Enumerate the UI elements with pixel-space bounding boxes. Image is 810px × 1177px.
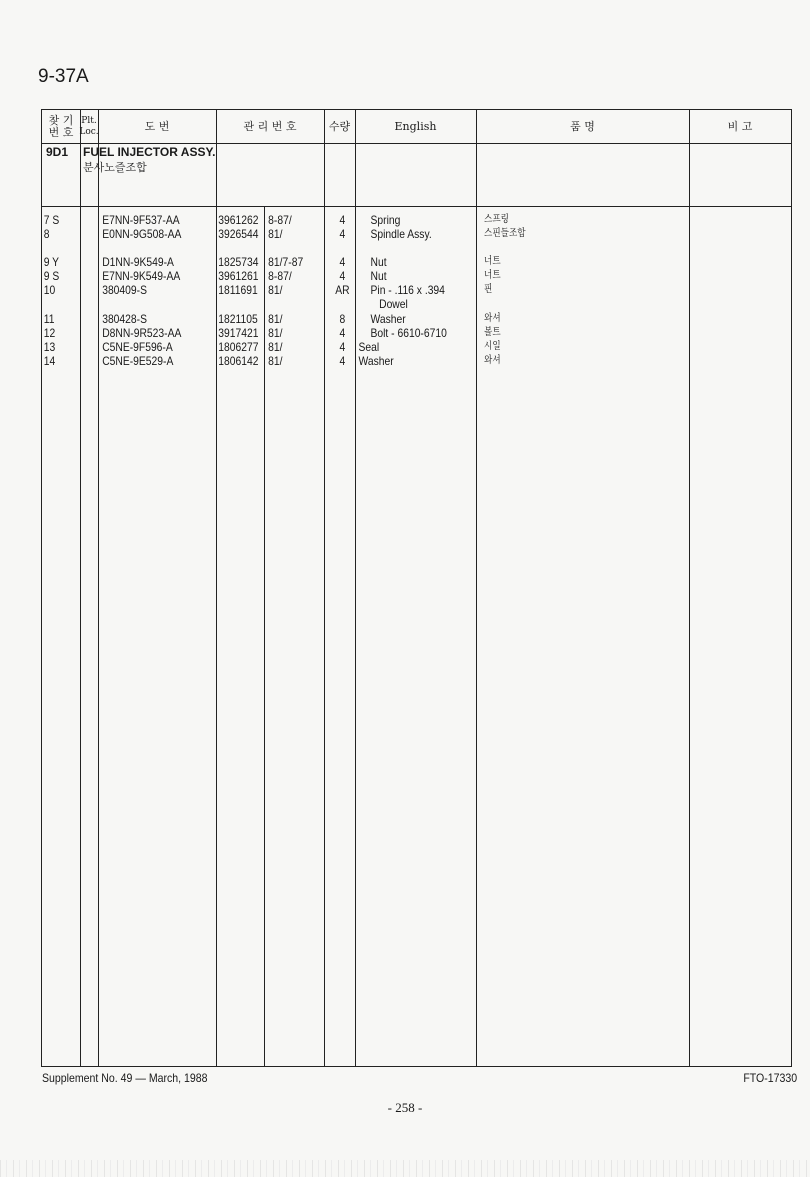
mgmt-no: 3926544	[218, 227, 259, 241]
ref-no: 10	[43, 283, 56, 297]
header-korean-name: 품 명	[570, 120, 595, 133]
mgmt-no: 3917421	[218, 326, 259, 340]
mgmt-date: 81/7-87	[268, 255, 304, 269]
table-row	[42, 326, 686, 340]
qty: AR	[335, 283, 350, 297]
header-english: English	[394, 120, 437, 133]
qty: 4	[339, 354, 346, 368]
table-row	[42, 297, 686, 311]
col-rule	[355, 110, 356, 1066]
section-title-korean: 분사노즐조합	[83, 161, 147, 174]
qty: 8	[339, 312, 346, 326]
mgmt-no: 1821105	[218, 312, 258, 326]
ref-no: 11	[43, 312, 55, 326]
drawing-no: D8NN-9R523-AA	[102, 326, 182, 340]
english-name: Seal	[358, 340, 380, 354]
doc-code: FTO-17330	[743, 1071, 797, 1085]
header-drawing-no: 도 번	[144, 120, 170, 133]
section-title: FUEL INJECTOR ASSY.	[83, 145, 216, 159]
col-rule	[324, 110, 325, 1066]
drawing-no: 380409-S	[102, 283, 147, 297]
english-name: Spring	[370, 213, 401, 227]
section-code: 9D1	[46, 145, 69, 159]
mgmt-date: 81/	[268, 312, 283, 326]
korean-name: 볼트	[484, 327, 501, 338]
mgmt-no: 3961261	[218, 269, 259, 283]
header-qty: 수량	[328, 120, 351, 133]
drawing-no: D1NN-9K549-A	[102, 255, 174, 269]
korean-name: 너트	[484, 256, 501, 267]
ref-no: 7 S	[43, 213, 60, 227]
korean-name: 스핀들조합	[484, 228, 526, 239]
drawing-no: 380428-S	[102, 312, 147, 326]
table-row	[42, 227, 686, 241]
table-row	[42, 269, 686, 283]
mgmt-no: 1806277	[218, 340, 259, 354]
korean-name: 스프링	[484, 214, 509, 225]
mgmt-no: 3961262	[218, 213, 259, 227]
english-name: Pin - .116 x .394	[370, 283, 445, 297]
mgmt-no: 1825734	[218, 255, 259, 269]
col-rule	[476, 110, 477, 1066]
qty: 4	[339, 326, 346, 340]
drawing-no: E7NN-9K549-AA	[102, 269, 181, 283]
english-name: Bolt - 6610-6710	[370, 326, 447, 340]
ref-no: 9 Y	[43, 255, 60, 269]
supplement-note: Supplement No. 49 — March, 1988	[42, 1071, 208, 1085]
header-remarks: 비 고	[727, 120, 753, 133]
mgmt-date: 81/	[268, 326, 283, 340]
english-name: Nut	[370, 255, 387, 269]
qty: 4	[339, 255, 346, 269]
english-name-continued: Dowel	[379, 297, 408, 311]
ref-no: 8	[43, 227, 50, 241]
qty: 4	[339, 213, 346, 227]
mgmt-date: 81/	[268, 354, 283, 368]
table-row	[42, 312, 686, 326]
english-name: Washer	[370, 312, 406, 326]
english-name: Washer	[358, 354, 394, 368]
col-rule	[98, 110, 99, 1066]
col-rule	[216, 110, 217, 1066]
korean-name: 와셔	[484, 313, 501, 324]
qty: 4	[339, 340, 346, 354]
col-rule	[689, 110, 690, 1066]
ref-no: 9 S	[43, 269, 60, 283]
parts-table	[41, 109, 792, 1067]
korean-name: 와셔	[484, 355, 501, 366]
table-row	[42, 283, 686, 297]
ref-no: 13	[43, 340, 56, 354]
drawing-no: E7NN-9F537-AA	[102, 213, 180, 227]
english-name: Nut	[370, 269, 387, 283]
qty: 4	[339, 227, 346, 241]
mgmt-date: 81/	[268, 227, 283, 241]
table-row	[42, 255, 686, 269]
header-mgmt-no: 관 리 번 호	[243, 120, 297, 133]
header-plt-loc: Plt. Loc.	[79, 116, 99, 137]
table-row	[42, 340, 686, 354]
qty: 4	[339, 269, 346, 283]
mgmt-date: 8-87/	[268, 213, 292, 227]
drawing-no: C5NE-9E529-A	[102, 354, 174, 368]
table-row	[42, 213, 686, 227]
korean-name: 핀	[484, 284, 493, 295]
mgmt-date: 8-87/	[268, 269, 292, 283]
mgmt-date: 81/	[268, 340, 283, 354]
mgmt-date: 81/	[268, 283, 283, 297]
col-rule	[80, 110, 81, 1066]
korean-name: 시일	[484, 341, 501, 352]
header-ref-no: 찾 기 번 호	[48, 114, 74, 139]
drawing-no: C5NE-9F596-A	[102, 340, 173, 354]
english-name: Spindle Assy.	[370, 227, 432, 241]
scan-edge	[0, 1160, 810, 1177]
page-number: - 258 -	[387, 1100, 423, 1115]
korean-name: 너트	[484, 270, 501, 281]
section-rule	[42, 206, 791, 207]
drawing-no: E0NN-9G508-AA	[102, 227, 182, 241]
mgmt-no: 1811691	[218, 283, 258, 297]
ref-no: 14	[43, 354, 56, 368]
ref-no: 12	[43, 326, 56, 340]
mgmt-no: 1806142	[218, 354, 259, 368]
table-row	[42, 354, 686, 368]
page-id: 9-37A	[38, 66, 89, 87]
